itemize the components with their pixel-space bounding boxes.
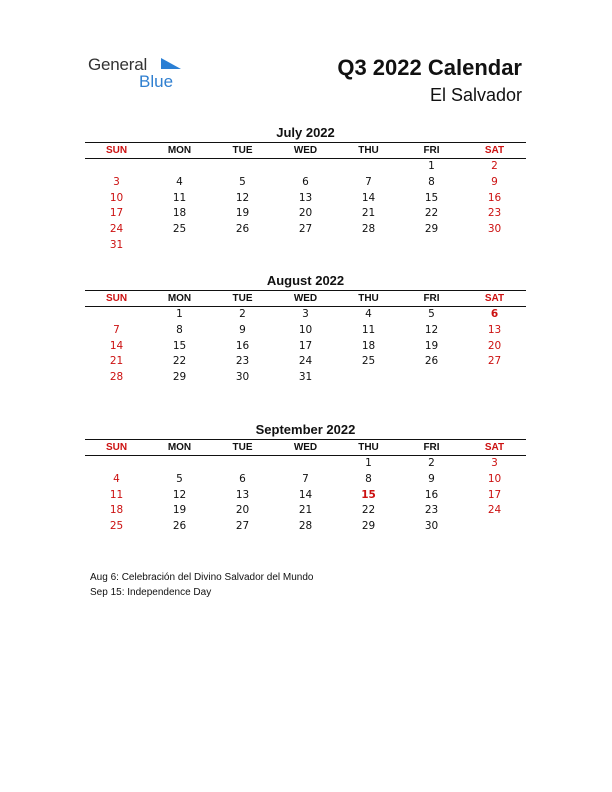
month-title: July 2022 (276, 125, 335, 140)
day-cell: 11 (361, 323, 376, 336)
day-cell: 3 (302, 308, 309, 320)
weekday-label: MON (167, 293, 192, 304)
weekday-label: TUE (232, 145, 253, 156)
day-cell: 22 (424, 207, 439, 220)
day-cell: 13 (298, 191, 313, 204)
day-cell: 27 (235, 520, 250, 533)
day-cell: 20 (487, 339, 502, 352)
day-cell: 21 (298, 504, 313, 517)
empty-cell (400, 370, 463, 386)
empty-cell (463, 370, 526, 386)
day-cell: 29 (424, 223, 439, 236)
day-cell: 19 (424, 339, 439, 352)
empty-cell (463, 238, 526, 254)
weekday-label: MON (167, 442, 192, 453)
day-cell: 11 (109, 488, 124, 501)
empty-cell (211, 159, 274, 175)
week-row (85, 238, 526, 254)
day-cell: 13 (487, 323, 502, 336)
day-cell: 12 (235, 191, 250, 204)
day-cell: 8 (176, 323, 183, 336)
day-cell: 12 (172, 488, 187, 501)
week-row (85, 456, 526, 472)
week-row (85, 323, 526, 339)
day-cell: 9 (491, 175, 498, 188)
month-july (85, 124, 526, 254)
weekday-label: SAT (484, 145, 505, 156)
weekday-label: FRI (423, 442, 440, 453)
weekday-label: WED (293, 293, 318, 304)
week-row (85, 370, 526, 386)
day-cell: 26 (235, 223, 250, 236)
day-cell: 23 (424, 504, 439, 517)
empty-cell (85, 307, 148, 323)
empty-cell (211, 456, 274, 472)
day-cell: 23 (487, 207, 502, 220)
day-cell: 22 (361, 504, 376, 517)
empty-cell (148, 238, 211, 254)
week-row (85, 159, 526, 175)
day-cell: 18 (172, 207, 187, 220)
holiday-note: Sep 15: Independence Day (90, 587, 212, 598)
day-cell: 7 (365, 175, 372, 188)
day-cell: 26 (172, 520, 187, 533)
day-cell: 19 (235, 207, 250, 220)
day-cell: 23 (235, 355, 250, 368)
day-cell: 21 (361, 207, 376, 220)
day-cell: 6 (239, 472, 246, 485)
week-row (85, 222, 526, 238)
weekday-label: WED (293, 145, 318, 156)
logo-blue-text: Blue (139, 72, 174, 91)
empty-cell (274, 159, 337, 175)
day-cell: 16 (424, 488, 439, 501)
day-cell: 1 (428, 160, 435, 172)
weekday-label: TUE (232, 293, 253, 304)
day-cell: 3 (491, 457, 498, 469)
day-cell: 27 (298, 223, 313, 236)
day-cell: 18 (361, 339, 376, 352)
week-row (85, 307, 526, 323)
holiday-day-cell: 15 (361, 488, 376, 501)
month-title: September 2022 (255, 422, 356, 437)
weekday-label: SUN (105, 293, 128, 304)
day-cell: 2 (239, 308, 246, 320)
day-cell: 25 (361, 355, 376, 368)
week-row (85, 191, 526, 207)
weekday-label: WED (293, 442, 318, 453)
empty-cell (211, 238, 274, 254)
empty-cell (337, 159, 400, 175)
month-title: August 2022 (266, 273, 345, 288)
logo-triangle-icon (161, 58, 181, 69)
day-cell: 14 (361, 191, 376, 204)
day-cell: 20 (298, 207, 313, 220)
day-cell: 29 (172, 371, 187, 384)
empty-cell (463, 519, 526, 535)
day-cell: 25 (172, 223, 187, 236)
week-row (85, 472, 526, 488)
weekday-label: SUN (105, 145, 128, 156)
day-cell: 10 (487, 472, 502, 485)
day-cell: 8 (365, 472, 372, 485)
weekday-label: FRI (423, 293, 440, 304)
day-cell: 17 (109, 207, 124, 220)
day-cell: 30 (235, 371, 250, 384)
holiday-day-cell: 6 (490, 308, 499, 320)
generalblue-logo (88, 55, 198, 95)
day-cell: 9 (428, 472, 435, 485)
empty-cell (148, 159, 211, 175)
day-cell: 29 (361, 520, 376, 533)
weekday-label: FRI (423, 145, 440, 156)
day-cell: 28 (298, 520, 313, 533)
day-cell: 16 (235, 339, 250, 352)
weekday-header-row (85, 290, 526, 307)
weekday-label: TUE (232, 442, 253, 453)
day-cell: 9 (239, 323, 246, 336)
day-cell: 2 (428, 457, 435, 469)
week-row (85, 503, 526, 519)
empty-cell (337, 238, 400, 254)
day-cell: 4 (176, 175, 183, 188)
day-cell: 19 (172, 504, 187, 517)
weekday-label: THU (358, 293, 379, 304)
day-cell: 3 (113, 175, 120, 188)
week-row (85, 339, 526, 355)
day-cell: 21 (109, 355, 124, 368)
day-cell: 13 (235, 488, 250, 501)
weekday-label: THU (358, 145, 379, 156)
day-cell: 27 (487, 355, 502, 368)
day-cell: 1 (176, 308, 183, 320)
day-cell: 1 (365, 457, 372, 469)
weekday-label: MON (167, 145, 192, 156)
day-cell: 22 (172, 355, 187, 368)
day-cell: 26 (424, 355, 439, 368)
day-cell: 24 (298, 355, 313, 368)
holiday-note: Aug 6: Celebración del Divino Salvador del Mundo (90, 572, 314, 583)
day-cell: 17 (487, 488, 502, 501)
month-august (85, 272, 526, 386)
day-cell: 24 (109, 223, 124, 236)
empty-cell (148, 456, 211, 472)
day-cell: 5 (428, 308, 435, 320)
empty-cell (85, 159, 148, 175)
weekday-label: THU (358, 442, 379, 453)
day-cell: 2 (491, 160, 498, 172)
day-cell: 6 (302, 175, 309, 188)
day-cell: 28 (361, 223, 376, 236)
week-row (85, 488, 526, 504)
weekday-label: SUN (105, 442, 128, 453)
day-cell: 31 (298, 371, 313, 384)
week-row (85, 519, 526, 535)
day-cell: 16 (487, 191, 502, 204)
holiday-list (90, 570, 313, 600)
empty-cell (400, 238, 463, 254)
logo-general-text: General (88, 55, 148, 74)
week-row (85, 175, 526, 191)
day-cell: 15 (172, 339, 187, 352)
weekday-header-row (85, 439, 526, 456)
empty-cell (337, 370, 400, 386)
day-cell: 14 (298, 488, 313, 501)
day-cell: 28 (109, 371, 124, 384)
day-cell: 4 (365, 308, 372, 320)
day-cell: 10 (298, 323, 313, 336)
week-row (85, 354, 526, 370)
empty-cell (274, 456, 337, 472)
day-cell: 30 (424, 520, 439, 533)
day-cell: 5 (239, 175, 246, 188)
day-cell: 30 (487, 223, 502, 236)
weekday-label: SAT (484, 293, 505, 304)
day-cell: 25 (109, 520, 124, 533)
day-cell: 10 (109, 191, 124, 204)
day-cell: 15 (424, 191, 439, 204)
day-cell: 20 (235, 504, 250, 517)
day-cell: 11 (172, 191, 187, 204)
day-cell: 14 (109, 339, 124, 352)
month-september (85, 421, 526, 535)
day-cell: 5 (176, 472, 183, 485)
page-title: Q3 2022 Calendar (337, 55, 522, 80)
day-cell: 12 (424, 323, 439, 336)
day-cell: 7 (302, 472, 309, 485)
day-cell: 18 (109, 504, 124, 517)
day-cell: 7 (113, 323, 120, 336)
day-cell: 24 (487, 504, 502, 517)
day-cell: 31 (109, 238, 124, 251)
day-cell: 8 (428, 175, 435, 188)
day-cell: 17 (298, 339, 313, 352)
weekday-header-row (85, 142, 526, 159)
week-row (85, 206, 526, 222)
day-cell: 4 (113, 472, 120, 485)
weekday-label: SAT (484, 442, 505, 453)
empty-cell (274, 238, 337, 254)
empty-cell (85, 456, 148, 472)
country-name: El Salvador (429, 85, 522, 105)
